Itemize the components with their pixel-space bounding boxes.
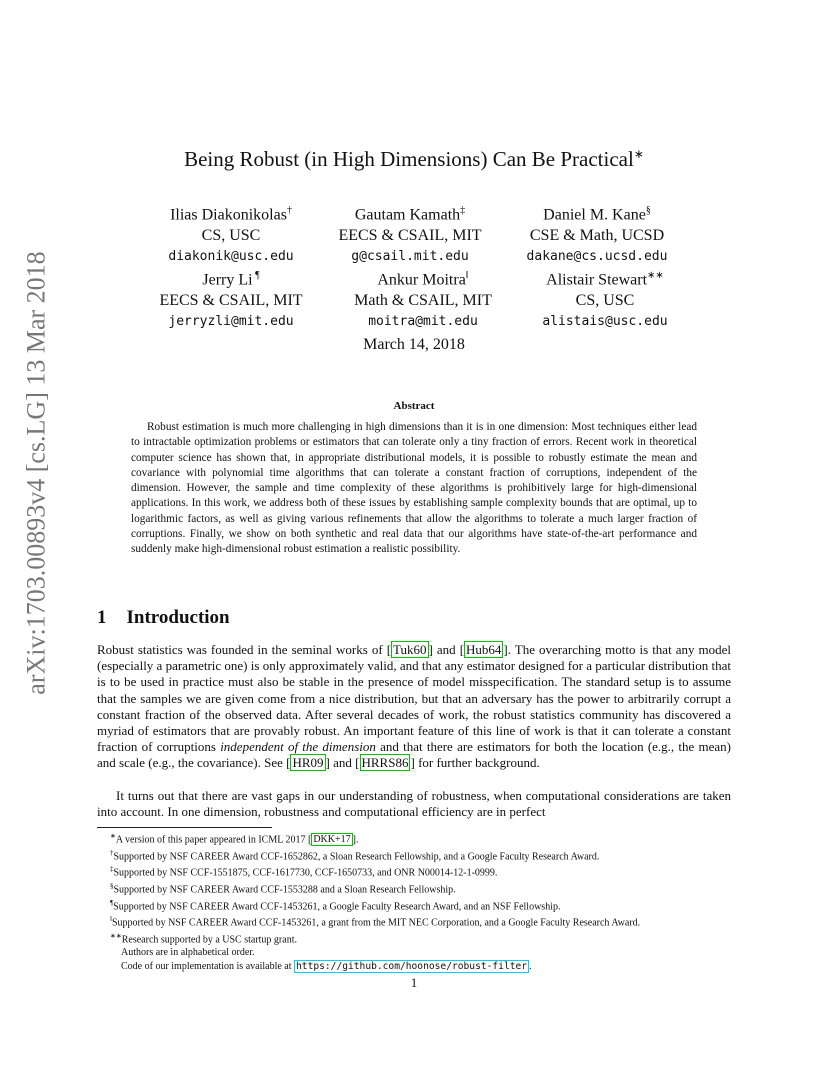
footnote	[97, 847, 731, 864]
author-block	[497, 200, 697, 267]
paper-title-text: Being Robust (in High Dimensions) Can Be Practical	[184, 147, 634, 171]
emphasis-text: independent of the dimension	[220, 739, 376, 755]
arxiv-identifier	[17, 251, 57, 695]
author-mark: §	[645, 205, 651, 216]
page-number: 1	[410, 975, 418, 990]
text-run: and that there are estimators for both the location (e.g., the mean) and scale (e.g., the covariance). See	[97, 739, 732, 771]
footnotes	[97, 830, 731, 973]
author-name: Gautam Kamath	[354, 206, 461, 224]
footnote: ∗A version of this paper appeared in ICML 2017 [ DKK+17 ].	[110, 832, 359, 846]
author-name: Ankur Moitra	[377, 271, 466, 289]
text-run: for further background.	[414, 755, 540, 771]
footnote-text: A version of this paper appeared in ICML 2017	[115, 834, 308, 846]
footnote-text: Supported by NSF CAREER Award CCF-1553288 and a Sloan Research Fellowship.	[113, 884, 456, 896]
author-mark: ¶	[252, 270, 260, 281]
text-run: and	[329, 755, 356, 771]
author-affiliation: Math & CSAIL, MIT	[354, 292, 492, 310]
footnote	[97, 880, 731, 897]
footnote	[97, 930, 731, 947]
footnote	[97, 897, 731, 914]
section-heading	[97, 607, 230, 629]
footnote-text: Supported by NSF CAREER Award CCF-1453261, a grant from the MIT NEC Corporation, and a Google Faculty Research Award.	[111, 917, 641, 929]
footnote-text: .	[355, 834, 359, 846]
footnote-mark: §	[110, 881, 114, 890]
author-mark: ∗∗	[647, 270, 664, 281]
text-run: . The overarching motto is that any model (especially a parametric one) is only approximately valid, and that any estimator designed for a particular distribution that is to be used in practice must also be stable in the presence of model misspecification. The standard setup is to assume that the samples we are given come from a nice distribution, but that an adversary has the power to arbitrarily corrupt a constant fraction of the observed data. After several decades of work, the robust statistics community has discovered a myriad of estimators that are provably robust. An important feature of this line of work is that it can tolerate a constant fraction of corruptions	[97, 642, 731, 755]
footnote	[97, 863, 731, 880]
footnote	[97, 946, 731, 959]
footnote-rule	[97, 827, 272, 828]
author-email[interactable]: moitra@mit.edu	[368, 314, 478, 330]
paper-date: March 14, 2018	[363, 336, 465, 353]
footnote-text: Supported by NSF CAREER Award CCF-1453261, a Google Faculty Research Award, and an NSF Fellowship.	[113, 900, 561, 912]
author-block	[323, 265, 523, 332]
author-name: Alistair Stewart	[546, 271, 648, 289]
footnote-text: Supported by NSF CAREER Award CCF-1652862, a Sloan Research Fellowship, and a Google Faculty Research Award.	[113, 850, 600, 862]
footnote-mark: ‡	[110, 865, 114, 874]
author-email[interactable]: g@csail.mit.edu	[351, 249, 469, 265]
section-title: Introduction	[126, 607, 230, 628]
footnote	[97, 960, 731, 973]
author-email[interactable]: dakane@cs.ucsd.edu	[526, 249, 668, 265]
footnote-text: Code of our implementation is available at	[121, 960, 295, 972]
citation-link[interactable]: Tuk60	[393, 642, 427, 657]
author-email[interactable]: jerryzli@mit.edu	[168, 314, 294, 330]
citation-link[interactable]: Hub64	[466, 642, 502, 657]
author-affiliation: EECS & CSAIL, MIT	[159, 292, 303, 310]
footnote-mark: ∗∗	[110, 931, 122, 940]
author-email[interactable]: alistais@usc.edu	[542, 314, 668, 330]
text-run: Robust statistics was founded in the seminal works of	[97, 642, 387, 657]
intro-paragraph-1: Robust statistics was founded in the seminal works of [ Tuk60 ] and [ Hub64 ]. The overarching motto is that any model (especially a parametric one) is only approximately valid, and that any estimator designed for a particular distribution that is to be used in practice must also be stable in the presence of model misspecification. The standard setup is to assume that the samples we are given come from a nice distribution, but that an adversary has the power to arbitrarily corrupt a constant fraction of the observed data. After several decades of work, the robust statistics community has discovered a myriad of estimators that are provably robust. An important feature of this line of work is that it can tolerate a constant fraction of corruptions independent of the dimension and that there are estimators for both the location (e.g., the mean) and scale (e.g., the covariance). See [ HR09 ] and [ HRRS86 ] for further background.	[97, 642, 732, 771]
footnote-mark: †	[110, 848, 114, 857]
text-run: and	[432, 642, 460, 657]
footnote-text: .	[529, 960, 532, 972]
footnote-text: Research supported by a USC startup grant.	[121, 934, 297, 946]
author-block	[131, 200, 331, 267]
abstract-heading: Abstract	[393, 400, 435, 412]
author-block	[310, 200, 510, 267]
author-affiliation: CS, USC	[201, 227, 261, 245]
title-footnote-mark: ∗	[633, 147, 644, 161]
citation-link[interactable]: DKK+17	[313, 834, 351, 846]
author-mark: ‖	[465, 270, 469, 281]
author-affiliation: CS, USC	[575, 292, 635, 310]
arxiv-identifier-text: arXiv:1703.00893v4 [cs.LG] 13 Mar 2018	[22, 251, 51, 695]
author-block	[131, 265, 331, 332]
author-name: Jerry Li	[202, 271, 253, 289]
citation-link[interactable]: HRRS86	[361, 755, 409, 771]
footnote-text: Supported by NSF CCF-1551875, CCF-1617730, CCF-1650733, and ONR N00014-12-1-0999.	[113, 867, 498, 879]
code-url-link[interactable]: https://github.com/hoonose/robust-filter	[296, 960, 528, 972]
author-mark: †	[286, 205, 292, 216]
paper-title	[97, 147, 731, 172]
author-affiliation: EECS & CSAIL, MIT	[338, 227, 482, 245]
author-mark: ‡	[460, 205, 466, 216]
intro-paragraph-2: It turns out that there are vast gaps in our understanding of robustness, when computational considerations are taken into account. In one dimension, robustness and computational efficiency are in perfect	[97, 788, 731, 820]
author-email[interactable]: diakonik@usc.edu	[168, 249, 294, 265]
footnote-mark: ¶	[110, 898, 114, 907]
abstract-text: Robust estimation is much more challenging in high dimensions than it is in one dimension: Most techniques either lead to intractable optimization problems or estimators that can tolerate only a tiny fraction of errors. Recent work in theoretical computer science has shown that, in appropriate distributional models, it is possible to robustly estimate the mean and covariance with polynomial time algorithms that can tolerate a constant fraction of corruptions, independent of the dimension. However, the sample and time complexity of these algorithms is prohibitively large for high-dimensional applications. In this work, we address both of these issues by establishing sample complexity bounds that are optimal, up to logarithmic factors, as well as giving various refinements that allow the algorithms to tolerate a much larger fraction of corruptions. Finally, we show on both synthetic and real data that our algorithms have state-of-the-art performance and suddenly make high-dimensional robust estimation a realistic possibility.	[131, 421, 697, 556]
author-name: Daniel M. Kane	[543, 206, 646, 224]
footnote-text: Authors are in alphabetical order.	[121, 947, 255, 959]
author-block	[505, 265, 705, 332]
footnote	[97, 913, 731, 930]
footnote-mark: ∗	[110, 832, 116, 840]
footnote-mark: ‖	[110, 915, 112, 924]
citation-link[interactable]: HR09	[292, 755, 324, 771]
author-name: Ilias Diakonikolas	[170, 206, 287, 224]
author-affiliation: CSE & Math, UCSD	[529, 227, 665, 245]
section-number: 1	[97, 607, 107, 628]
